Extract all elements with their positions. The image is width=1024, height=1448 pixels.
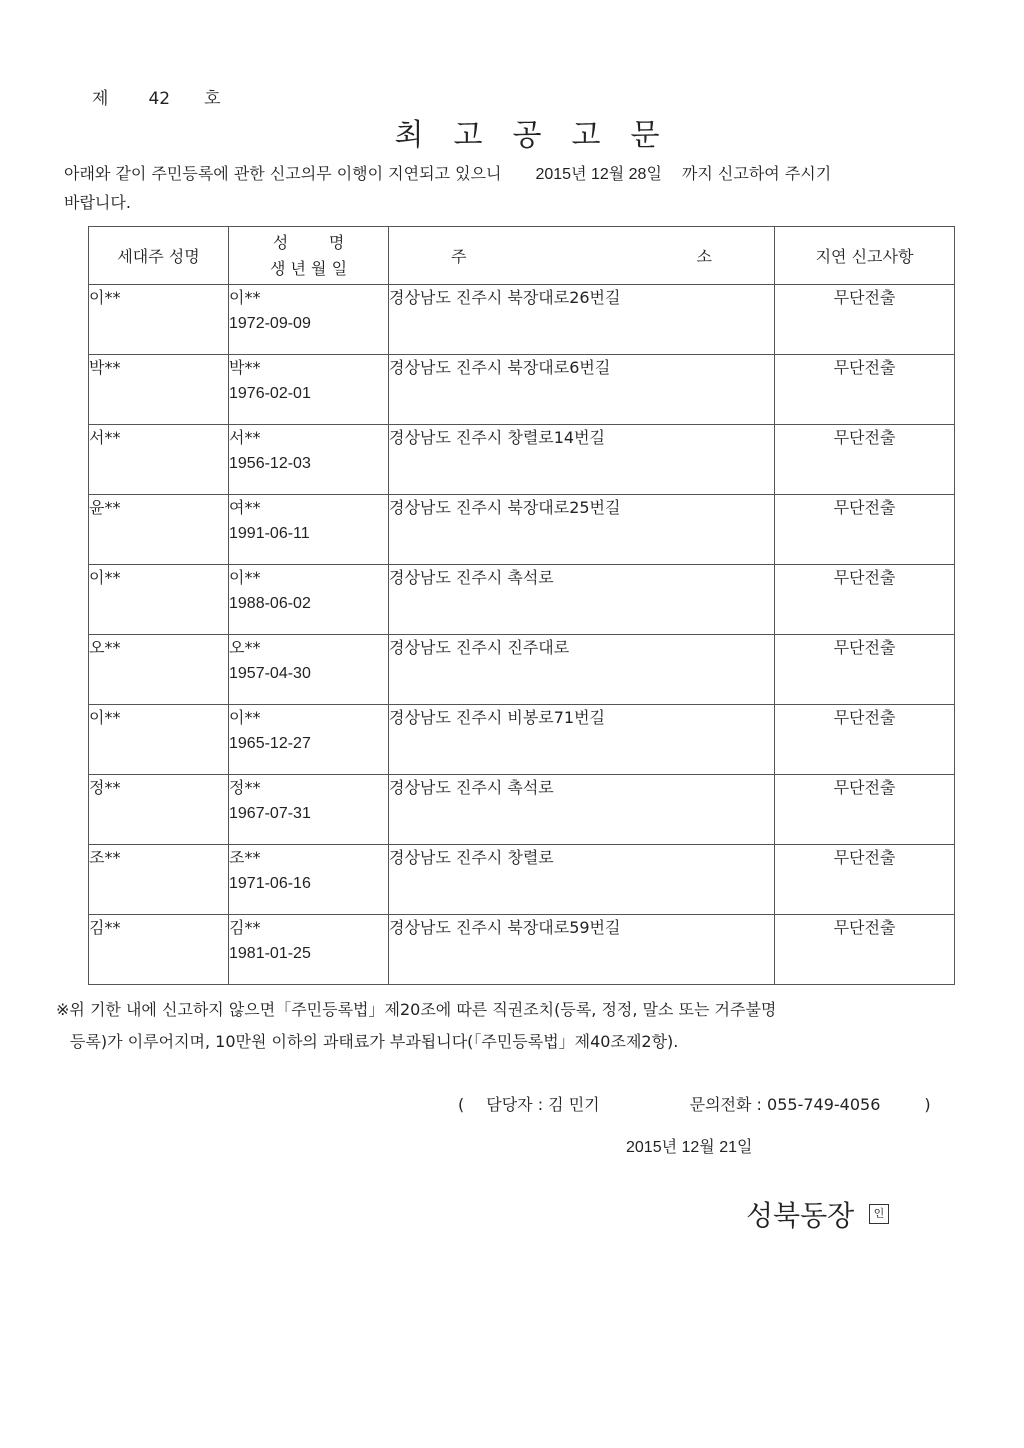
address-cell — [389, 285, 775, 355]
birth-date: 1988-06-02 — [229, 595, 311, 612]
birth-date: 1967-07-31 — [229, 805, 311, 822]
status-cell — [775, 845, 955, 915]
status-text: 무단전출 — [833, 568, 896, 587]
person-name: 김** — [229, 918, 261, 937]
address-cell — [389, 565, 775, 635]
contact-open-paren: ( — [458, 1095, 465, 1114]
householder-cell — [89, 635, 229, 705]
householder-name: 이** — [89, 568, 121, 587]
address-cell — [389, 845, 775, 915]
status-cell — [775, 565, 955, 635]
page-title: 최고공고문 — [394, 118, 690, 153]
person-name: 오** — [229, 638, 261, 657]
status-cell — [775, 425, 955, 495]
contact-person: 담당자 : 김 민기 — [486, 1095, 600, 1114]
document-number-prefix: 제 — [92, 89, 109, 109]
birth-date: 1965-12-27 — [229, 735, 311, 752]
householder-cell — [89, 355, 229, 425]
person-cell — [229, 285, 389, 355]
address: 경상남도 진주시 북장대로6번길 — [389, 358, 611, 377]
address: 경상남도 진주시 북장대로25번길 — [389, 498, 621, 517]
birth-date: 1971-06-16 — [229, 875, 311, 892]
status-text: 무단전출 — [833, 778, 896, 797]
householder-name: 조** — [89, 848, 121, 867]
status-text: 무단전출 — [833, 428, 896, 447]
status-text: 무단전출 — [833, 358, 896, 377]
table-row — [89, 495, 955, 565]
legal-notice-line1: ※위 기한 내에 신고하지 않으면「주민등록법」제20조에 따른 직권조치(등록, 정정, 말소 또는 거주불명 — [56, 1000, 777, 1019]
status-text: 무단전출 — [833, 498, 896, 517]
header-name-dob — [229, 227, 389, 285]
address-cell — [389, 915, 775, 985]
birth-date: 1991-06-11 — [229, 525, 310, 542]
status-cell — [775, 495, 955, 565]
householder-name: 이** — [89, 708, 121, 727]
table-row — [89, 425, 955, 495]
status-text: 무단전출 — [833, 918, 896, 937]
legal-notice — [56, 994, 956, 1058]
table-row — [89, 845, 955, 915]
table-row — [89, 705, 955, 775]
deadline-date: 2015년 12월 28일 — [535, 166, 662, 183]
status-cell — [775, 355, 955, 425]
address: 경상남도 진주시 창렬로14번길 — [389, 428, 606, 447]
header-householder: 세대주 성명 — [89, 227, 229, 285]
person-cell — [229, 705, 389, 775]
status-cell — [775, 915, 955, 985]
householder-name: 박** — [89, 358, 121, 377]
issue-date: 2015년 12월 21일 — [626, 1139, 753, 1156]
birth-date: 1981-01-25 — [229, 945, 311, 962]
signer-title: 성북동장 — [746, 1199, 855, 1232]
contact-info — [458, 1092, 931, 1115]
document-number-suffix: 호 — [204, 89, 221, 109]
person-name: 정** — [229, 778, 261, 797]
person-cell — [229, 425, 389, 495]
intro-text: 아래와 같이 주민등록에 관한 신고의무 이행이 지연되고 있으니 — [64, 164, 502, 183]
householder-cell — [89, 705, 229, 775]
status-text: 무단전출 — [833, 288, 896, 307]
intro-text-line2: 바랍니다. — [64, 193, 131, 212]
person-name: 여** — [229, 498, 261, 517]
address: 경상남도 진주시 촉석로 — [389, 778, 554, 797]
person-cell — [229, 845, 389, 915]
householder-cell — [89, 845, 229, 915]
address-cell — [389, 775, 775, 845]
table-row — [89, 775, 955, 845]
seal-stamp: 인 — [869, 1204, 889, 1224]
person-name: 서** — [229, 428, 261, 447]
table-header-row — [89, 227, 955, 285]
householder-name: 이** — [89, 288, 121, 307]
person-name: 박** — [229, 358, 261, 377]
contact-close-paren: ) — [924, 1095, 931, 1114]
status-text: 무단전출 — [833, 708, 896, 727]
person-cell — [229, 635, 389, 705]
status-cell — [775, 285, 955, 355]
person-name: 이** — [229, 288, 261, 307]
address-cell — [389, 425, 775, 495]
birth-date: 1956-12-03 — [229, 455, 311, 472]
birth-date: 1972-09-09 — [229, 315, 311, 332]
document-number — [92, 84, 221, 109]
table-row — [89, 355, 955, 425]
person-cell — [229, 915, 389, 985]
table-row — [89, 915, 955, 985]
legal-notice-line2: 등록)가 이루어지며, 10만원 이하의 과태료가 부과됩니다(「주민등록법」제40조제2항). — [70, 1032, 679, 1051]
address: 경상남도 진주시 창렬로 — [389, 848, 554, 867]
status-cell — [775, 705, 955, 775]
birth-date: 1957-04-30 — [229, 665, 311, 682]
intro-paragraph — [64, 160, 831, 217]
person-name: 이** — [229, 708, 261, 727]
householder-cell — [89, 425, 229, 495]
header-dob: 생 년 월 일 — [269, 258, 348, 278]
status-text: 무단전출 — [833, 638, 896, 657]
householder-name: 서** — [89, 428, 121, 447]
address: 경상남도 진주시 비봉로71번길 — [389, 708, 606, 727]
address-cell — [389, 705, 775, 775]
birth-date: 1976-02-01 — [229, 385, 311, 402]
householder-cell — [89, 565, 229, 635]
address-cell — [389, 355, 775, 425]
householder-cell — [89, 285, 229, 355]
table-row — [89, 565, 955, 635]
householder-cell — [89, 915, 229, 985]
householder-cell — [89, 775, 229, 845]
document-number-value: 42 — [148, 89, 171, 109]
householder-name: 정** — [89, 778, 121, 797]
person-cell — [229, 565, 389, 635]
householder-name: 오** — [89, 638, 121, 657]
householder-name: 윤** — [89, 498, 121, 517]
address: 경상남도 진주시 진주대로 — [389, 638, 570, 657]
header-name: 성 명 — [272, 232, 345, 252]
contact-phone: 문의전화 : 055-749-4056 — [689, 1095, 881, 1114]
person-name: 이** — [229, 568, 261, 587]
householder-cell — [89, 495, 229, 565]
person-cell — [229, 495, 389, 565]
address: 경상남도 진주시 북장대로26번길 — [389, 288, 621, 307]
householder-name: 김** — [89, 918, 121, 937]
address: 경상남도 진주시 북장대로59번길 — [389, 918, 621, 937]
status-cell — [775, 775, 955, 845]
header-address — [389, 227, 775, 285]
status-cell — [775, 635, 955, 705]
header-status: 지연 신고사항 — [775, 227, 955, 285]
status-text: 무단전출 — [833, 848, 896, 867]
person-name: 조** — [229, 848, 261, 867]
table-row — [89, 285, 955, 355]
header-address-left: 주 — [451, 247, 467, 266]
address-cell — [389, 495, 775, 565]
address-cell — [389, 635, 775, 705]
person-cell — [229, 355, 389, 425]
person-cell — [229, 775, 389, 845]
table-row — [89, 635, 955, 705]
header-address-right: 소 — [696, 247, 712, 266]
intro-text-after: 까지 신고하여 주시기 — [681, 164, 832, 183]
notice-table — [88, 226, 955, 985]
address: 경상남도 진주시 촉석로 — [389, 568, 554, 587]
